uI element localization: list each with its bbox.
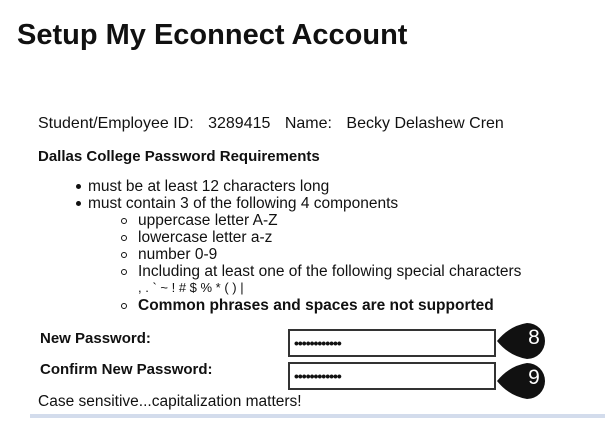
page-title: Setup My Econnect Account [17,19,408,51]
step-marker-9: 9 [497,362,555,400]
sub-bullet-icon [121,252,127,258]
sub-bullet-icon [121,218,127,224]
id-label: Student/Employee ID: [38,115,194,132]
requirement-subitem: Including at least one of the following special characters [138,263,522,280]
special-characters: , . ` ~ ! # $ % * ( ) | [138,280,244,295]
requirement-item: must contain 3 of the following 4 components [88,195,399,212]
requirement-subitem: number 0-9 [138,246,218,263]
requirement-item: must be at least 12 characters long [88,178,330,195]
step-marker-8: 8 [497,322,555,360]
id-value: 3289415 [208,115,271,132]
new-password-label: New Password: [40,330,151,347]
requirement-subitem: lowercase letter a-z [138,229,273,246]
account-info [38,115,514,133]
new-password-input[interactable]: •••••••••••• [288,329,496,357]
name-label: Name: [284,115,332,132]
divider [30,414,605,418]
confirm-password-input[interactable]: •••••••••••• [288,362,496,390]
sub-bullet-icon [121,269,127,275]
bullet-icon [76,184,81,189]
requirements-heading: Dallas College Password Requirements [38,148,320,165]
confirm-password-label: Confirm New Password: [40,361,213,378]
case-sensitive-note: Case sensitive...capitalization matters! [38,393,302,410]
bullet-icon [76,201,81,206]
sub-bullet-icon [121,235,127,241]
requirement-note: Common phrases and spaces are not supported [138,297,494,314]
requirement-subitem: uppercase letter A-Z [138,212,278,229]
sub-bullet-icon [121,303,127,309]
name-value: Becky Delashew Cren [346,115,504,132]
